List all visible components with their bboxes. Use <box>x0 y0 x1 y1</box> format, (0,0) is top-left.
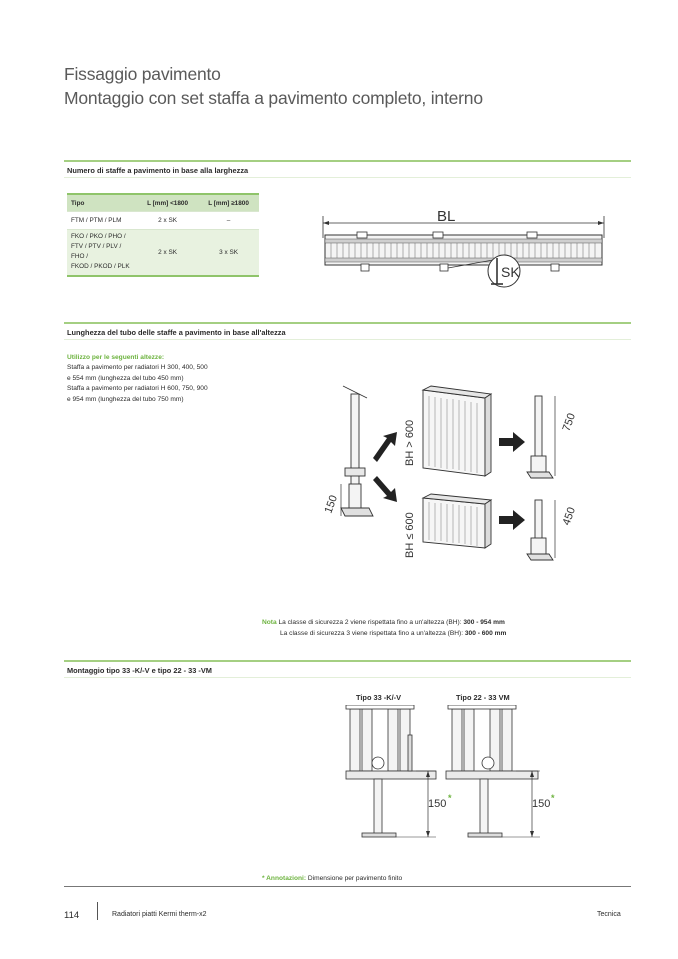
bracket-height-figure <box>305 380 595 580</box>
mounting-figure <box>340 705 570 845</box>
bh-le-600-label: BH ≤ 600 <box>404 512 416 558</box>
note-line2-text: La classe di sicurezza 3 viene rispettata fino a un'altezza (BH): <box>280 630 464 637</box>
arrow-up-icon <box>373 432 397 462</box>
usage-title: Utilizzo per le seguenti altezze: <box>67 354 165 361</box>
radiator-tall-drawing <box>423 386 491 476</box>
usage-text <box>67 353 297 405</box>
annotation-text: Dimensione per pavimento finito <box>307 875 403 882</box>
arrow-down-icon <box>373 476 397 502</box>
col-header-ge1800: L [mm] ≥1800 <box>198 194 259 212</box>
page-subtitle: Montaggio con set staffa a pavimento completo, interno <box>64 88 483 108</box>
label-tipo-22-33: Tipo 22 - 33 VM <box>456 693 510 702</box>
cell-tipo: FTM / PTM / PLM <box>67 212 137 230</box>
note-line1-text: La classe di sicurezza 2 viene rispettata fino a un'altezza (BH): <box>278 619 462 626</box>
arrow-right-icon <box>499 432 525 452</box>
staffe-table <box>67 193 259 277</box>
cell-value: 2 x SK <box>137 230 198 276</box>
col-header-lt1800: L [mm] <1800 <box>137 194 198 212</box>
sk-label: SK <box>501 264 520 280</box>
radiator-short-drawing <box>423 494 491 548</box>
dim-150-label: 150 <box>322 493 341 516</box>
dim-150-right: 150 <box>532 798 551 810</box>
bracket-450-drawing <box>527 500 553 560</box>
safety-note-2 <box>280 629 506 639</box>
usage-line: e 554 mm (lunghezza del tubo 450 mm) <box>67 374 184 382</box>
radiator-width-figure <box>315 198 615 298</box>
page-number: 114 <box>64 910 80 921</box>
note-line2-value: 300 - 600 mm <box>464 630 507 637</box>
cell-tipo-line: FKOD / PKOD / PLK <box>71 263 130 271</box>
footer-section: Tecnica <box>597 911 621 918</box>
star-right: * <box>551 793 555 803</box>
table-row <box>67 212 259 230</box>
usage-line: Staffa a pavimento per radiatori H 600, 750, 900 <box>67 385 208 393</box>
annotation-label: * Annotazioni: <box>262 875 307 882</box>
page-title: Fissaggio pavimento <box>64 64 221 84</box>
section-heading-staffe: Numero di staffe a pavimento in base alla larghezza <box>64 160 631 178</box>
label-tipo-33: Tipo 33 -K/-V <box>356 693 402 702</box>
section-heading-tubo: Lunghezza del tubo delle staffe a pavimento in base all'altezza <box>64 322 631 340</box>
safety-note <box>262 618 505 628</box>
table-row <box>67 230 259 276</box>
footer-doc-title: Radiatori piatti Kermi therm-x2 <box>112 911 207 918</box>
usage-line: e 954 mm (lunghezza del tubo 750 mm) <box>67 395 184 403</box>
usage-line: Staffa a pavimento per radiatori H 300, 400, 500 <box>67 364 208 372</box>
dim-150-left: 150 <box>428 798 447 810</box>
note-label: Nota <box>262 619 277 626</box>
cell-tipo-line: FTV / PTV / PLV / FHO / <box>71 243 122 261</box>
cell-value: 2 x SK <box>137 212 198 230</box>
footer-divider <box>97 902 98 920</box>
bracket-750-drawing <box>527 396 553 478</box>
dim-450-label: 450 <box>560 505 579 528</box>
cell-value: 3 x SK <box>198 230 259 276</box>
floor-bracket-drawing <box>341 386 373 516</box>
dim-750-label: 750 <box>560 411 579 434</box>
star-left: * <box>448 793 452 803</box>
bh-gt-600-label: BH > 600 <box>404 419 416 466</box>
cell-tipo-line: FKO / PKO / PHO / <box>71 233 126 241</box>
section-heading-montaggio: Montaggio tipo 33 -K/-V e tipo 22 - 33 -VM <box>64 660 631 678</box>
annotation <box>262 874 402 884</box>
col-header-tipo: Tipo <box>67 194 137 212</box>
footer-rule <box>64 886 631 887</box>
cell-tipo <box>67 230 137 276</box>
cell-value: – <box>198 212 259 230</box>
note-line1-value: 300 - 954 mm <box>463 619 505 626</box>
bl-label: BL <box>437 208 456 225</box>
arrow-right-icon <box>499 510 525 530</box>
